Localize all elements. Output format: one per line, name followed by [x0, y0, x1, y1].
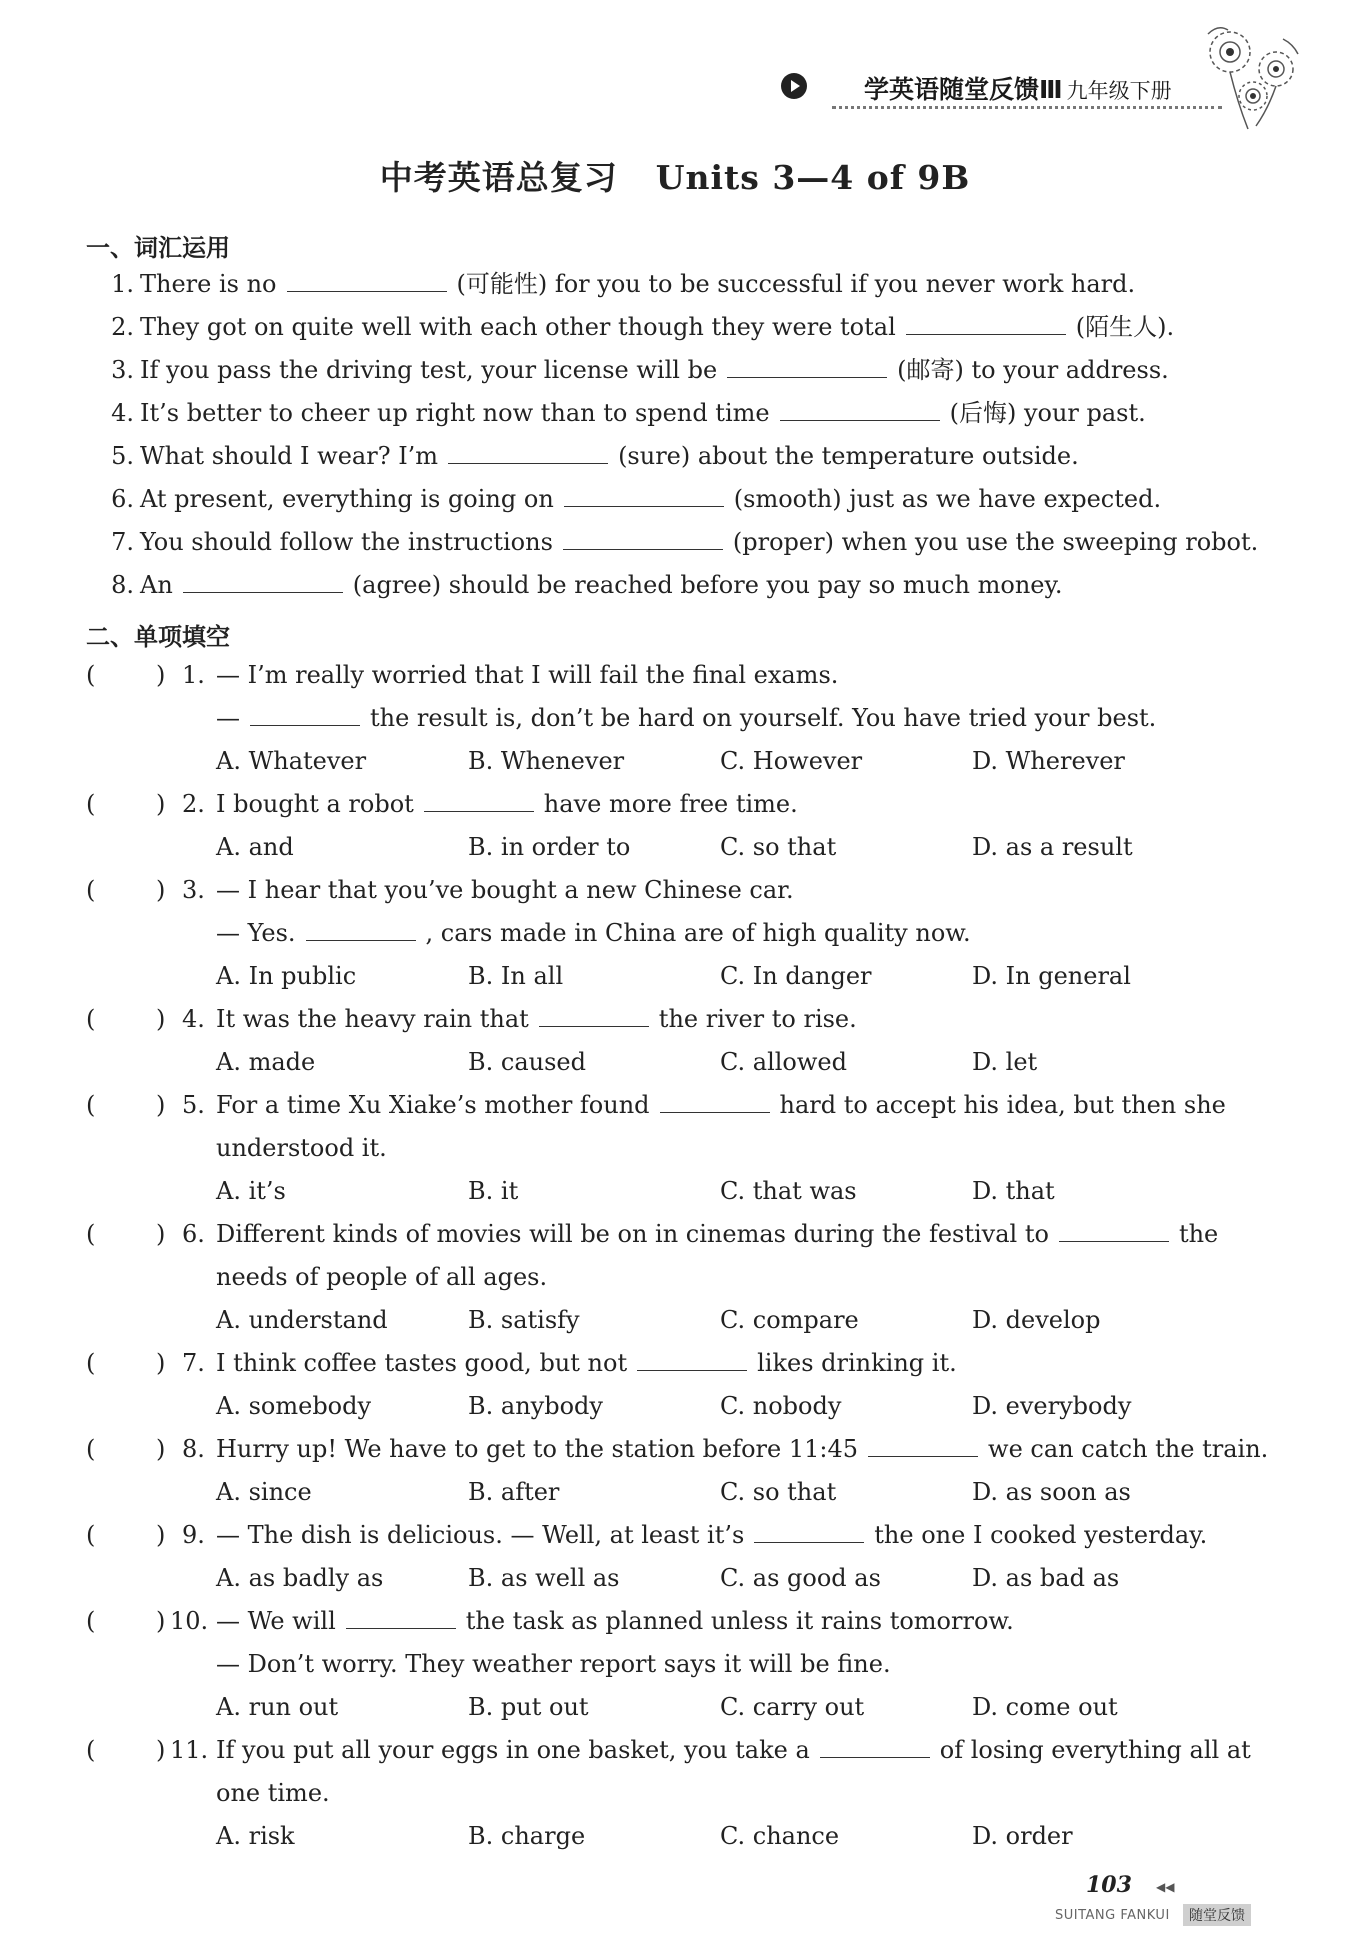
answer-blank[interactable] [346, 1606, 456, 1629]
answer-bracket[interactable] [86, 1734, 166, 1766]
double-arrow-left-icon: ◀◀ [1156, 1880, 1175, 1894]
vocab-item [100, 526, 1258, 558]
item-number: 8. [111, 571, 134, 599]
header-divider [832, 106, 1222, 109]
answer-blank[interactable] [287, 269, 447, 292]
paren-open: ( [86, 790, 96, 818]
answer-blank[interactable] [660, 1090, 770, 1113]
section-heading-vocabulary: 一、词汇运用 [86, 234, 230, 262]
text-part: — [216, 704, 240, 732]
vocab-item [100, 483, 1161, 515]
text-part: Different kinds of movies will be on in cinemas during the festival to [216, 1220, 1049, 1248]
item-text-post: (可能性) for you to be successful if you never work hard. [456, 270, 1136, 298]
option-b[interactable]: B. put out [468, 1693, 589, 1721]
answer-bracket[interactable] [86, 1347, 166, 1379]
text-part: we can catch the train. [988, 1435, 1269, 1463]
question-text [216, 788, 798, 820]
option-c[interactable]: C. as good as [720, 1564, 881, 1592]
item-number: 6. [111, 485, 134, 513]
option-d[interactable]: D. as soon as [972, 1478, 1131, 1506]
item-text-pre: At present, everything is going on [140, 485, 554, 513]
paren-open: ( [86, 1521, 96, 1549]
paren-open: ( [86, 1736, 96, 1764]
paren-close: ) [156, 790, 166, 818]
page-header [780, 58, 1240, 118]
option-c[interactable]: C. allowed [720, 1048, 847, 1076]
answer-blank[interactable] [448, 441, 608, 464]
vocab-item [100, 311, 1174, 343]
question-text: — Don’t worry. They weather report says it will be fine. [216, 1650, 891, 1678]
answer-blank[interactable] [868, 1434, 978, 1457]
option-c[interactable]: C. carry out [720, 1693, 865, 1721]
text-part: the task as planned unless it rains tomorrow. [465, 1607, 1014, 1635]
question-text [216, 1089, 1226, 1121]
option-a[interactable]: A. since [216, 1478, 312, 1506]
footer-brand-badge: 随堂反馈 [1183, 1904, 1251, 1926]
option-b[interactable]: B. after [468, 1478, 560, 1506]
option-a[interactable]: A. and [216, 833, 294, 861]
text-part: the result is, don’t be hard on yourself. You have tried your best. [370, 704, 1157, 732]
text-part: of losing everything all at [939, 1736, 1251, 1764]
paren-open: ( [86, 1220, 96, 1248]
option-d[interactable]: D. as bad as [972, 1564, 1120, 1592]
option-a[interactable]: A. run out [216, 1693, 339, 1721]
vocab-item [100, 569, 1062, 601]
question-text [216, 917, 971, 949]
item-number: 5. [111, 442, 134, 470]
option-c[interactable]: C. nobody [720, 1392, 842, 1420]
answer-bracket[interactable] [86, 1218, 166, 1250]
answer-blank[interactable] [563, 527, 723, 550]
question-text [216, 1433, 1268, 1465]
answer-bracket[interactable] [86, 1003, 166, 1035]
answer-blank[interactable] [754, 1520, 864, 1543]
question-text: — I hear that you’ve bought a new Chinese car. [216, 876, 794, 904]
text-part: I think coffee tastes good, but not [216, 1349, 628, 1377]
answer-blank[interactable] [780, 398, 940, 421]
item-text-pre: What should I wear? I’m [140, 442, 439, 470]
text-part: If you put all your eggs in one basket, you take a [216, 1736, 810, 1764]
option-b[interactable]: B. it [468, 1177, 519, 1205]
answer-bracket[interactable] [86, 788, 166, 820]
option-a[interactable]: A. as badly as [216, 1564, 384, 1592]
text-part: — Yes. [216, 919, 296, 947]
footer-brand [1055, 1904, 1265, 1926]
question-text [216, 1218, 1218, 1250]
paren-open: ( [86, 1091, 96, 1119]
option-d[interactable]: D. let [972, 1048, 1038, 1076]
question-number: 9. [182, 1521, 205, 1549]
brand-grade: 九年级下册 [1066, 79, 1172, 103]
option-b[interactable]: B. as well as [468, 1564, 620, 1592]
paren-close: ) [156, 661, 166, 689]
sunflower-icon [1198, 14, 1308, 134]
page-number: 103 [1086, 1872, 1132, 1898]
option-c[interactable]: C. so that [720, 833, 837, 861]
item-text-post: (后悔) your past. [949, 399, 1146, 427]
paren-open: ( [86, 1607, 96, 1635]
option-a[interactable]: A. understand [216, 1306, 388, 1334]
answer-bracket[interactable] [86, 874, 166, 906]
question-text [216, 1003, 857, 1035]
paren-close: ) [156, 876, 166, 904]
text-part: hard to accept his idea, but then she [779, 1091, 1226, 1119]
option-a[interactable]: A. risk [216, 1822, 295, 1850]
item-number: 4. [111, 399, 134, 427]
question-number: 7. [182, 1349, 205, 1377]
paren-open: ( [86, 876, 96, 904]
question-number: 3. [182, 876, 205, 904]
answer-blank[interactable] [250, 703, 360, 726]
option-d[interactable]: D. as a result [972, 833, 1133, 861]
section-heading-multiple-choice: 二、单项填空 [86, 623, 230, 651]
item-number: 2. [111, 313, 134, 341]
question-text [216, 702, 1156, 734]
text-part: likes drinking it. [757, 1349, 957, 1377]
option-b[interactable]: B. In all [468, 962, 564, 990]
item-text-pre: An [140, 571, 173, 599]
item-number: 1. [111, 270, 134, 298]
option-b[interactable]: B. charge [468, 1822, 586, 1850]
item-text-pre: You should follow the instructions [140, 528, 553, 556]
paren-open: ( [86, 661, 96, 689]
item-text-post: (sure) about the temperature outside. [618, 442, 1079, 470]
text-part: the one I cooked yesterday. [874, 1521, 1208, 1549]
option-d[interactable]: D. develop [972, 1306, 1101, 1334]
item-number: 7. [111, 528, 134, 556]
text-part: For a time Xu Xiake’s mother found [216, 1091, 650, 1119]
title-cn: 中考英语总复习 [379, 158, 618, 197]
option-d[interactable]: D. come out [972, 1693, 1118, 1721]
item-text-post: (proper) when you use the sweeping robot. [732, 528, 1259, 556]
paren-close: ) [156, 1607, 166, 1635]
answer-bracket[interactable] [86, 1433, 166, 1465]
question-number: 11. [170, 1736, 209, 1764]
question-number: 6. [182, 1220, 205, 1248]
paren-open: ( [86, 1349, 96, 1377]
option-d[interactable]: D. Wherever [972, 747, 1125, 775]
text-part: It was the heavy rain that [216, 1005, 529, 1033]
option-a[interactable]: A. somebody [216, 1392, 372, 1420]
question-number: 5. [182, 1091, 205, 1119]
text-part: Hurry up! We have to get to the station before 11:45 [216, 1435, 859, 1463]
option-d[interactable]: D. In general [972, 962, 1131, 990]
item-text-pre: It’s better to cheer up right now than to spend time [140, 399, 770, 427]
vocab-item [100, 440, 1079, 472]
text-part: — We will [216, 1607, 336, 1635]
option-c[interactable]: C. chance [720, 1822, 840, 1850]
answer-blank[interactable] [820, 1735, 930, 1758]
question-number: 4. [182, 1005, 205, 1033]
question-number: 10. [170, 1607, 209, 1635]
option-a[interactable]: A. it’s [216, 1177, 286, 1205]
answer-blank[interactable] [727, 355, 887, 378]
header-brand [864, 70, 1172, 106]
answer-blank[interactable] [539, 1004, 649, 1027]
vocab-item [100, 397, 1146, 429]
vocab-item [100, 354, 1169, 386]
question-text [216, 1734, 1251, 1766]
answer-blank[interactable] [306, 918, 416, 941]
paren-close: ) [156, 1521, 166, 1549]
option-b[interactable]: B. anybody [468, 1392, 603, 1420]
question-text: needs of people of all ages. [216, 1263, 548, 1291]
question-text: understood it. [216, 1134, 387, 1162]
item-text-pre: There is no [140, 270, 277, 298]
option-d[interactable]: D. that [972, 1177, 1055, 1205]
text-part: , cars made in China are of high quality now. [425, 919, 971, 947]
question-text [216, 1519, 1207, 1551]
option-a[interactable]: A. In public [216, 962, 357, 990]
option-b[interactable]: B. Whenever [468, 747, 625, 775]
paren-close: ) [156, 1091, 166, 1119]
paren-close: ) [156, 1736, 166, 1764]
option-a[interactable]: A. Whatever [216, 747, 367, 775]
answer-bracket[interactable] [86, 1519, 166, 1551]
option-d[interactable]: D. order [972, 1822, 1073, 1850]
question-number: 8. [182, 1435, 205, 1463]
question-number: 1. [182, 661, 205, 689]
question-text: one time. [216, 1779, 330, 1807]
paren-open: ( [86, 1435, 96, 1463]
answer-bracket[interactable] [86, 659, 166, 691]
text-part: have more free time. [543, 790, 798, 818]
option-c[interactable]: C. However [720, 747, 863, 775]
vocab-item [100, 268, 1135, 300]
answer-blank[interactable] [906, 312, 1066, 335]
answer-blank[interactable] [1059, 1219, 1169, 1242]
option-c[interactable]: C. that was [720, 1177, 857, 1205]
paren-close: ) [156, 1349, 166, 1377]
item-text-post: (陌生人). [1075, 313, 1175, 341]
answer-blank[interactable] [564, 484, 724, 507]
answer-blank[interactable] [637, 1348, 747, 1371]
item-number: 3. [111, 356, 134, 384]
option-d[interactable]: D. everybody [972, 1392, 1132, 1420]
question-text [216, 1605, 1014, 1637]
text-part: I bought a robot [216, 790, 414, 818]
paren-open: ( [86, 1005, 96, 1033]
question-text [216, 1347, 957, 1379]
paren-close: ) [156, 1220, 166, 1248]
brand-title: 学英语随堂反馈Ⅲ [864, 75, 1063, 104]
question-number: 2. [182, 790, 205, 818]
text-part: — The dish is delicious. — Well, at least it’s [216, 1521, 745, 1549]
paren-close: ) [156, 1435, 166, 1463]
play-icon [780, 72, 808, 100]
question-text: — I’m really worried that I will fail the final exams. [216, 661, 839, 689]
option-a[interactable]: A. made [216, 1048, 316, 1076]
option-c[interactable]: C. In danger [720, 962, 872, 990]
answer-bracket[interactable] [86, 1605, 166, 1637]
answer-blank[interactable] [183, 570, 343, 593]
paren-close: ) [156, 1005, 166, 1033]
item-text-post: (agree) should be reached before you pay so much money. [352, 571, 1063, 599]
option-c[interactable]: C. so that [720, 1478, 837, 1506]
answer-bracket[interactable] [86, 1089, 166, 1121]
footer-brand-en: SUITANG FANKUI [1055, 1908, 1170, 1923]
answer-blank[interactable] [424, 789, 534, 812]
option-b[interactable]: B. satisfy [468, 1306, 580, 1334]
item-text-post: (邮寄) to your address. [897, 356, 1169, 384]
item-text-post: (smooth) just as we have expected. [733, 485, 1162, 513]
item-text-pre: They got on quite well with each other though they were total [140, 313, 896, 341]
text-part: the river to rise. [658, 1005, 857, 1033]
text-part: the [1178, 1220, 1219, 1248]
option-b[interactable]: B. in order to [468, 833, 631, 861]
page-title [0, 152, 1350, 199]
option-b[interactable]: B. caused [468, 1048, 586, 1076]
item-text-pre: If you pass the driving test, your license will be [140, 356, 718, 384]
option-c[interactable]: C. compare [720, 1306, 859, 1334]
title-en: Units 3—4 of 9B [655, 158, 971, 197]
